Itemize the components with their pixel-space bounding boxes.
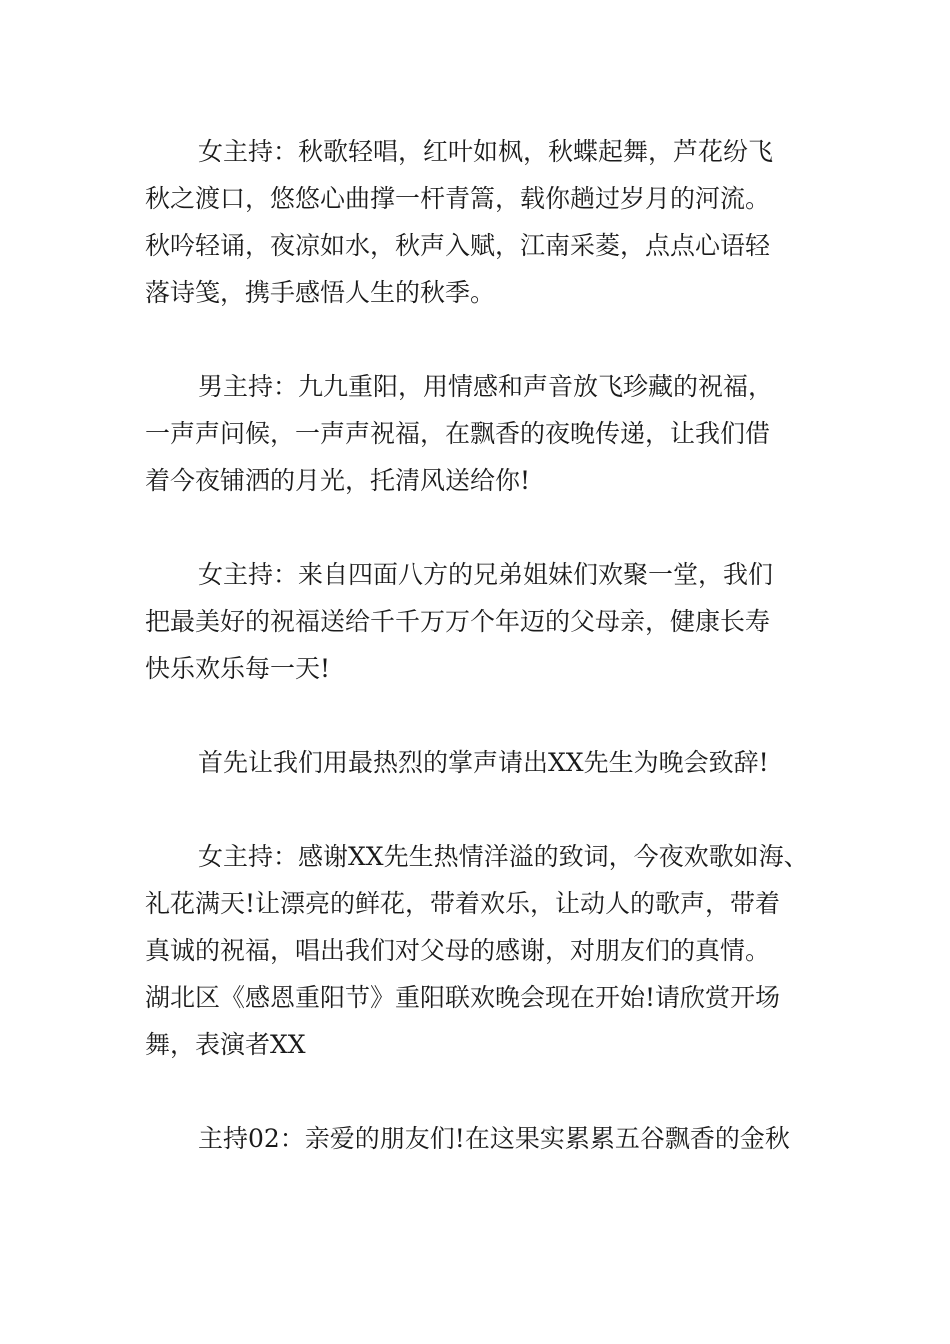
paragraph-line: 礼花满天!让漂亮的鲜花，带着欢乐，让动人的歌声，带着 xyxy=(145,889,781,918)
paragraph-line: 秋之渡口，悠悠心曲撑一杆青篙，载你趟过岁月的河流。 xyxy=(145,184,771,213)
paragraph-line: 舞，表演者XX xyxy=(145,1030,306,1059)
paragraph-female-host-autumn xyxy=(145,128,817,316)
paragraph-line: 湖北区《感恩重阳节》重阳联欢晚会现在开始!请欣赏开场 xyxy=(145,983,781,1012)
paragraph-line: 男主持：九九重阳，用情感和声音放飞珍藏的祝福， xyxy=(198,372,774,401)
paragraph-female-host-opening xyxy=(145,833,817,1068)
paragraph-female-host-gathering xyxy=(145,551,817,692)
paragraph-speech-invitation xyxy=(145,739,817,786)
paragraph-male-host-double-ninth xyxy=(145,363,817,504)
paragraph-line: 女主持：秋歌轻唱，红叶如枫，秋蝶起舞，芦花纷飞 xyxy=(198,137,774,166)
paragraph-line: 真诚的祝福，唱出我们对父母的感谢，对朋友们的真情。 xyxy=(145,936,771,965)
paragraph-line: 一声声问候，一声声祝福，在飘香的夜晚传递，让我们借 xyxy=(145,419,771,448)
paragraph-line: 首先让我们用最热烈的掌声请出XX先生为晚会致辞! xyxy=(198,748,769,777)
paragraph-line: 主持02：亲爱的朋友们!在这果实累累五谷飘香的金秋 xyxy=(198,1124,790,1153)
paragraph-line: 秋吟轻诵，夜凉如水，秋声入赋，江南采菱，点点心语轻 xyxy=(145,231,771,260)
paragraph-line: 着今夜铺洒的月光，托清风送给你! xyxy=(145,466,531,495)
paragraph-line: 女主持：感谢XX先生热情洋溢的致词，今夜欢歌如海、 xyxy=(198,842,809,871)
paragraph-line: 落诗笺，携手感悟人生的秋季。 xyxy=(145,278,496,307)
paragraph-host-02 xyxy=(145,1115,817,1162)
document-body xyxy=(145,128,817,1209)
paragraph-line: 把最美好的祝福送给千千万万个年迈的父母亲，健康长寿 xyxy=(145,607,771,636)
paragraph-line: 女主持：来自四面八方的兄弟姐妹们欢聚一堂，我们 xyxy=(198,560,774,589)
paragraph-line: 快乐欢乐每一天! xyxy=(145,654,331,683)
